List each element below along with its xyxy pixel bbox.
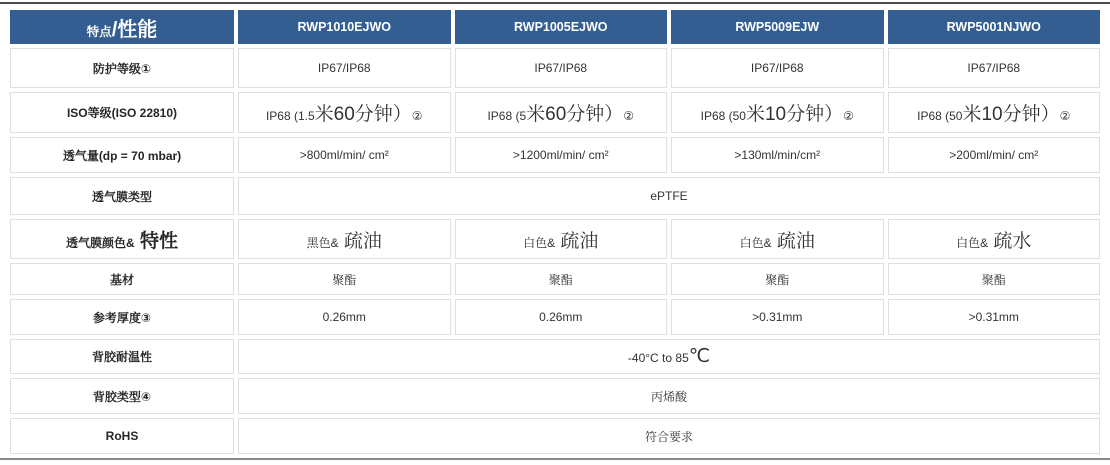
text-segment: >130ml/min/cm² xyxy=(734,148,821,162)
spec-cell xyxy=(671,219,884,259)
text-segment: >0.31mm xyxy=(968,310,1019,324)
text-segment: 米60分钟） xyxy=(526,104,624,125)
text-segment: 白色& xyxy=(739,235,772,250)
text-segment: 特点 xyxy=(86,24,112,39)
spec-cell xyxy=(238,92,451,133)
text-segment: ② xyxy=(411,109,423,123)
text-segment: 基材 xyxy=(109,272,134,287)
spec-cell xyxy=(455,137,668,173)
text-segment: 米60分钟） xyxy=(314,104,412,125)
row-label xyxy=(10,378,234,414)
text-segment: ② xyxy=(843,109,854,123)
spec-cell xyxy=(238,263,451,295)
text-segment: 聚酯 xyxy=(332,272,357,287)
table-row-substrate xyxy=(10,263,1100,295)
text-segment: 特性 xyxy=(134,230,178,252)
row-label xyxy=(10,48,234,88)
spec-cell xyxy=(455,48,668,88)
text-segment: 疏油 xyxy=(555,230,599,252)
text-segment: 聚酯 xyxy=(548,272,573,287)
text-segment: >200ml/min/ cm² xyxy=(949,148,1039,162)
table-row-adhesive-temp-resistance xyxy=(10,339,1100,374)
text-segment: 聚酯 xyxy=(765,272,790,287)
text-segment: IP67/IP68 xyxy=(967,61,1021,75)
table-row-iso-rating xyxy=(10,92,1100,133)
spec-cell-spanning xyxy=(238,418,1100,454)
row-label xyxy=(10,299,234,335)
product-column-header: RWP5009EJW xyxy=(671,10,884,44)
row-label xyxy=(10,263,234,295)
row-label xyxy=(10,339,234,374)
text-segment: 丙烯酸 xyxy=(650,389,687,404)
text-segment: >0.31mm xyxy=(752,310,803,324)
spec-table xyxy=(6,6,1104,458)
text-segment: 白色& xyxy=(956,235,989,250)
text-segment: 疏水 xyxy=(988,230,1032,252)
text-segment: 聚酯 xyxy=(981,272,1006,287)
spec-cell xyxy=(455,219,668,259)
text-segment: 0.26mm xyxy=(539,310,583,324)
spec-cell xyxy=(238,299,451,335)
spec-cell xyxy=(671,48,884,88)
text-segment: 黑色& xyxy=(306,235,339,250)
top-rule xyxy=(0,2,1110,4)
text-segment: 符合要求 xyxy=(644,429,693,444)
text-segment: IP68 (50 xyxy=(700,109,746,123)
text-segment: ② xyxy=(1059,109,1071,123)
spec-cell xyxy=(238,48,451,88)
spec-cell-spanning xyxy=(238,378,1100,414)
table-row-adhesive-type xyxy=(10,378,1100,414)
spec-cell xyxy=(888,263,1101,295)
spec-cell-spanning xyxy=(238,177,1100,215)
feature-header-cell xyxy=(10,10,234,44)
spec-sheet xyxy=(0,2,1110,460)
row-label xyxy=(10,177,234,215)
text-segment: 背胶类型④ xyxy=(92,389,152,404)
header-row xyxy=(10,10,1100,44)
text-segment: 疏油 xyxy=(771,230,815,252)
bottom-rule xyxy=(0,458,1110,460)
product-column-header: RWP1005EJWO xyxy=(455,10,668,44)
text-segment: 透气量(dp = 70 mbar) xyxy=(62,148,182,163)
spec-cell xyxy=(455,299,668,335)
text-segment: RoHS xyxy=(105,429,139,443)
table-row-rohs xyxy=(10,418,1100,454)
spec-cell xyxy=(455,263,668,295)
text-segment: 背胶耐温性 xyxy=(91,350,152,364)
text-segment: IP67/IP68 xyxy=(750,61,804,75)
text-segment: IP68 (1.5 xyxy=(265,109,315,123)
row-label xyxy=(10,92,234,133)
spec-cell xyxy=(455,92,668,133)
table-row-membrane-color-property xyxy=(10,219,1100,259)
text-segment: IP67/IP68 xyxy=(317,61,371,75)
row-label xyxy=(10,219,234,259)
spec-cell xyxy=(671,137,884,173)
spec-cell-spanning xyxy=(238,339,1100,374)
text-segment: 透气膜颜色& xyxy=(66,235,135,250)
row-label xyxy=(10,137,234,173)
text-segment: IP67/IP68 xyxy=(534,61,588,75)
spec-cell xyxy=(888,299,1101,335)
spec-cell xyxy=(888,137,1101,173)
text-segment: 防护等级① xyxy=(92,61,152,76)
table-row-membrane-type xyxy=(10,177,1100,215)
spec-cell xyxy=(888,48,1101,88)
text-segment: 米10分钟） xyxy=(962,104,1060,125)
spec-cell xyxy=(671,263,884,295)
text-segment: 米10分钟） xyxy=(745,104,844,125)
text-segment: >1200ml/min/ cm² xyxy=(512,148,609,162)
text-segment: ② xyxy=(623,109,635,123)
product-column-header: RWP5001NJWO xyxy=(888,10,1101,44)
row-label xyxy=(10,418,234,454)
product-column-header: RWP1010EJWO xyxy=(238,10,451,44)
text-segment: 白色& xyxy=(523,235,556,250)
table-row-reference-thickness xyxy=(10,299,1100,335)
table-row-protection-rating xyxy=(10,48,1100,88)
spec-cell xyxy=(238,137,451,173)
text-segment: IP68 (5 xyxy=(487,109,527,123)
text-segment: -40°C to 85 xyxy=(627,351,689,365)
text-segment: ePTFE xyxy=(650,189,688,203)
spec-table-head xyxy=(10,10,1100,44)
spec-cell xyxy=(888,92,1101,133)
text-segment: 疏油 xyxy=(338,230,382,252)
text-segment: /性能 xyxy=(111,18,158,41)
spec-table-body xyxy=(10,48,1100,454)
text-segment: ℃ xyxy=(688,346,711,367)
text-segment: >800ml/min/ cm² xyxy=(299,148,389,162)
text-segment: 0.26mm xyxy=(322,310,366,324)
spec-cell xyxy=(671,92,884,133)
text-segment: ISO等级(ISO 22810) xyxy=(66,106,178,120)
text-segment: IP68 (50 xyxy=(917,109,963,123)
spec-cell xyxy=(238,219,451,259)
table-row-air-permeability xyxy=(10,137,1100,173)
spec-cell xyxy=(671,299,884,335)
spec-cell xyxy=(888,219,1101,259)
text-segment: 透气膜类型 xyxy=(91,189,152,204)
text-segment: 参考厚度③ xyxy=(92,310,152,325)
